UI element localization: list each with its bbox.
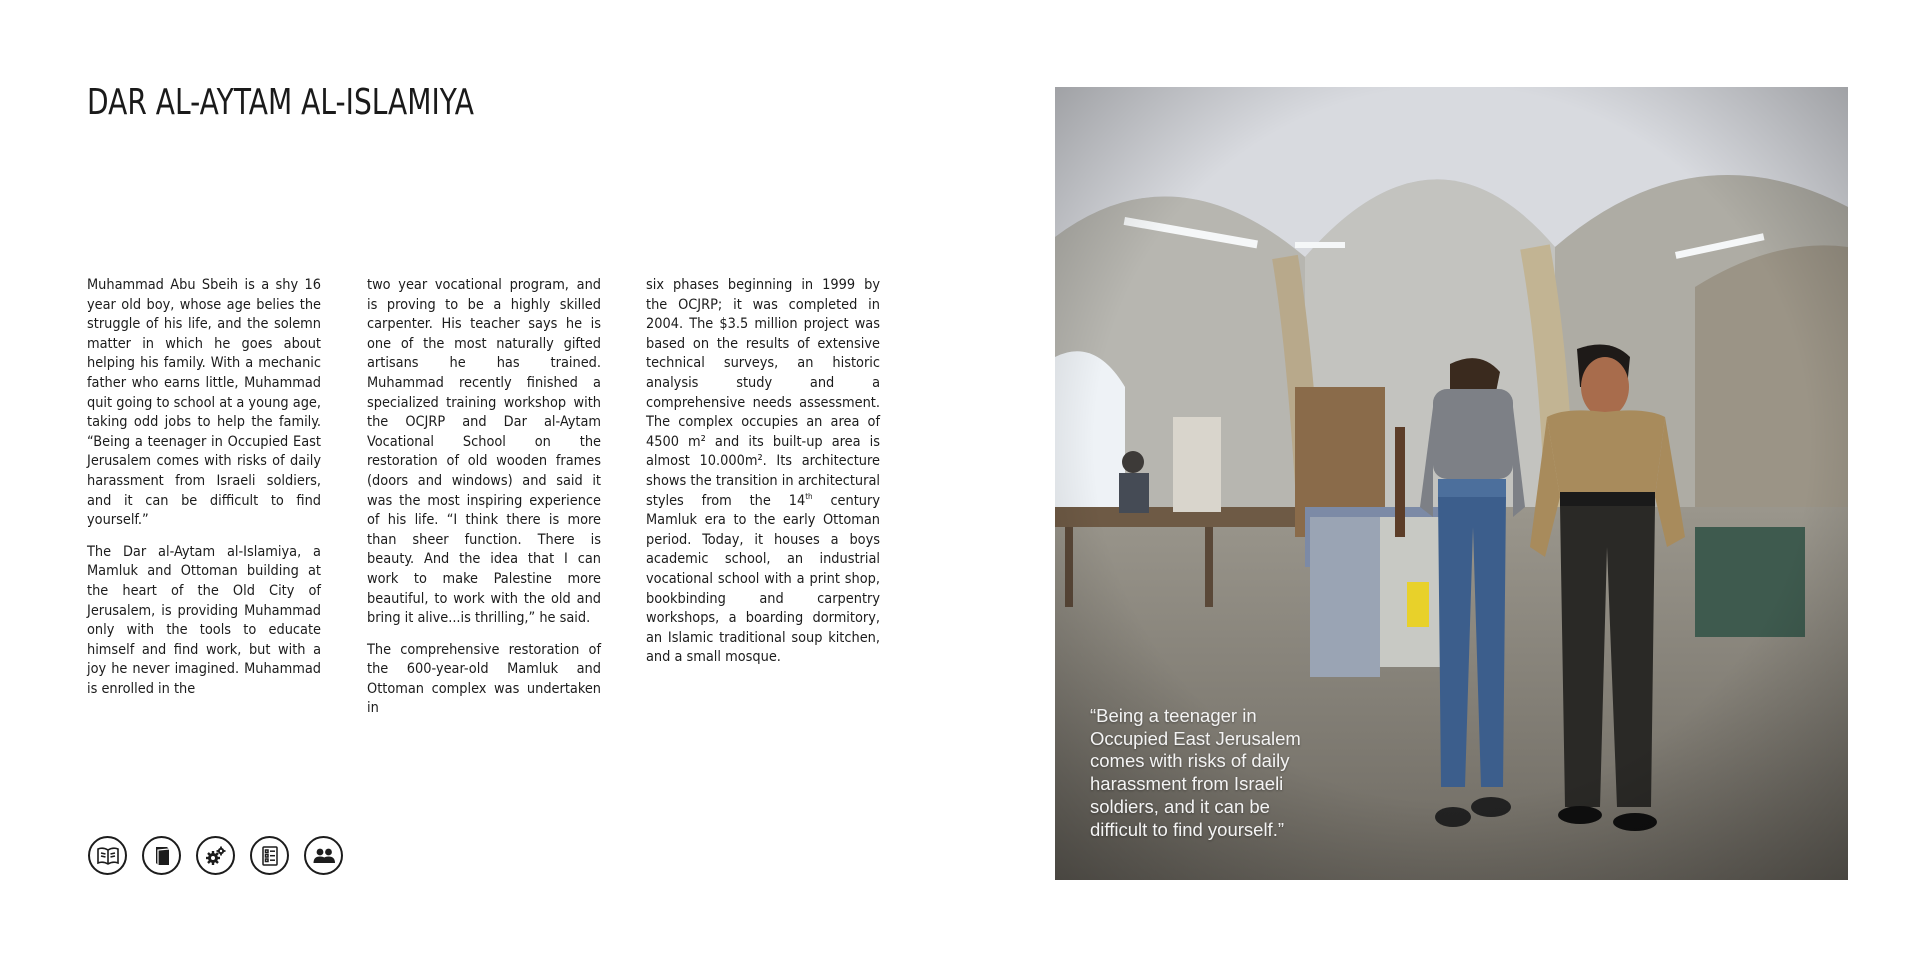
paragraph-text: six phases beginning in 1999 by the OCJRP; it was completed in 2004. The $3.5 million project was based on the results of extensive technical surveys, an historic analysis study and a comprehensive needs assessment. The complex occupies an area of 4500 m² and its built-up area is almost 10.000m². Its architecture shows the transition in architectural styles from the 14: [646, 277, 880, 509]
icon-nav: [88, 836, 343, 875]
paragraph: The comprehensive restoration of the 600-year-old Mamluk and Ottoman complex was undertaken in: [367, 641, 601, 717]
pull-quote: “Being a teenager in Occupied East Jerusalem comes with risks of daily harassment from Israeli soldiers, and it can be difficult to find yourself.”: [1090, 705, 1301, 840]
text-column-3: [646, 276, 880, 680]
paragraph: Muhammad Abu Sbeih is a shy 16 year old boy, whose age belies the struggle of his life, and the solemn matter in which he goes about helping his family. With a mechanic father who earns little, Muhammad quit going to school at a young age, taking odd jobs to help the family. “Being a teenager in Occupied East Jerusalem comes with risks of daily harassment from Israeli soldiers, and it can be difficult to find yourself.”: [87, 277, 321, 529]
text-column-2: [367, 276, 601, 731]
page-title: DAR AL-AYTAM AL-ISLAMIYA: [87, 82, 474, 123]
workshop-photo: [1055, 87, 1848, 880]
people-icon[interactable]: [304, 836, 343, 875]
gears-icon[interactable]: [196, 836, 235, 875]
closed-book-icon[interactable]: [142, 836, 181, 875]
paragraph-text: century Mamluk era to the early Ottoman period. Today, it houses a boys academic school, an industrial vocational school with a print shop, bookbinding and carpentry workshops, a boarding dormitory, an Islamic traditional soup kitchen, and a small mosque.: [646, 492, 880, 666]
checklist-icon[interactable]: [250, 836, 289, 875]
text-column-1: [87, 276, 321, 711]
superscript: th: [805, 491, 813, 501]
paragraph: The Dar al-Aytam al-Islamiya, a Mamluk and Ottoman building at the heart of the Old City of Jerusalem, is providing Muhammad only with the tools to educate himself and find work, but with a joy he never imagined. Muhammad is enrolled in the: [87, 543, 321, 697]
open-book-icon[interactable]: [88, 836, 127, 875]
paragraph: two year vocational program, and is proving to be a highly skilled carpenter. His teacher says he is one of the most naturally gifted artisans he has trained. Muhammad recently finished a specialized training workshop with the OCJRP and Dar al-Aytam Vocational School on the restoration of old wooden frames (doors and windows) and said it was the most inspiring experience of his life. “I think there is more than sheer function. There is beauty. And the idea that I can work to make Palestine more beautiful, to work with the old and bring it alive...is thrilling,” he said.: [367, 277, 601, 627]
paragraph: [646, 276, 880, 668]
